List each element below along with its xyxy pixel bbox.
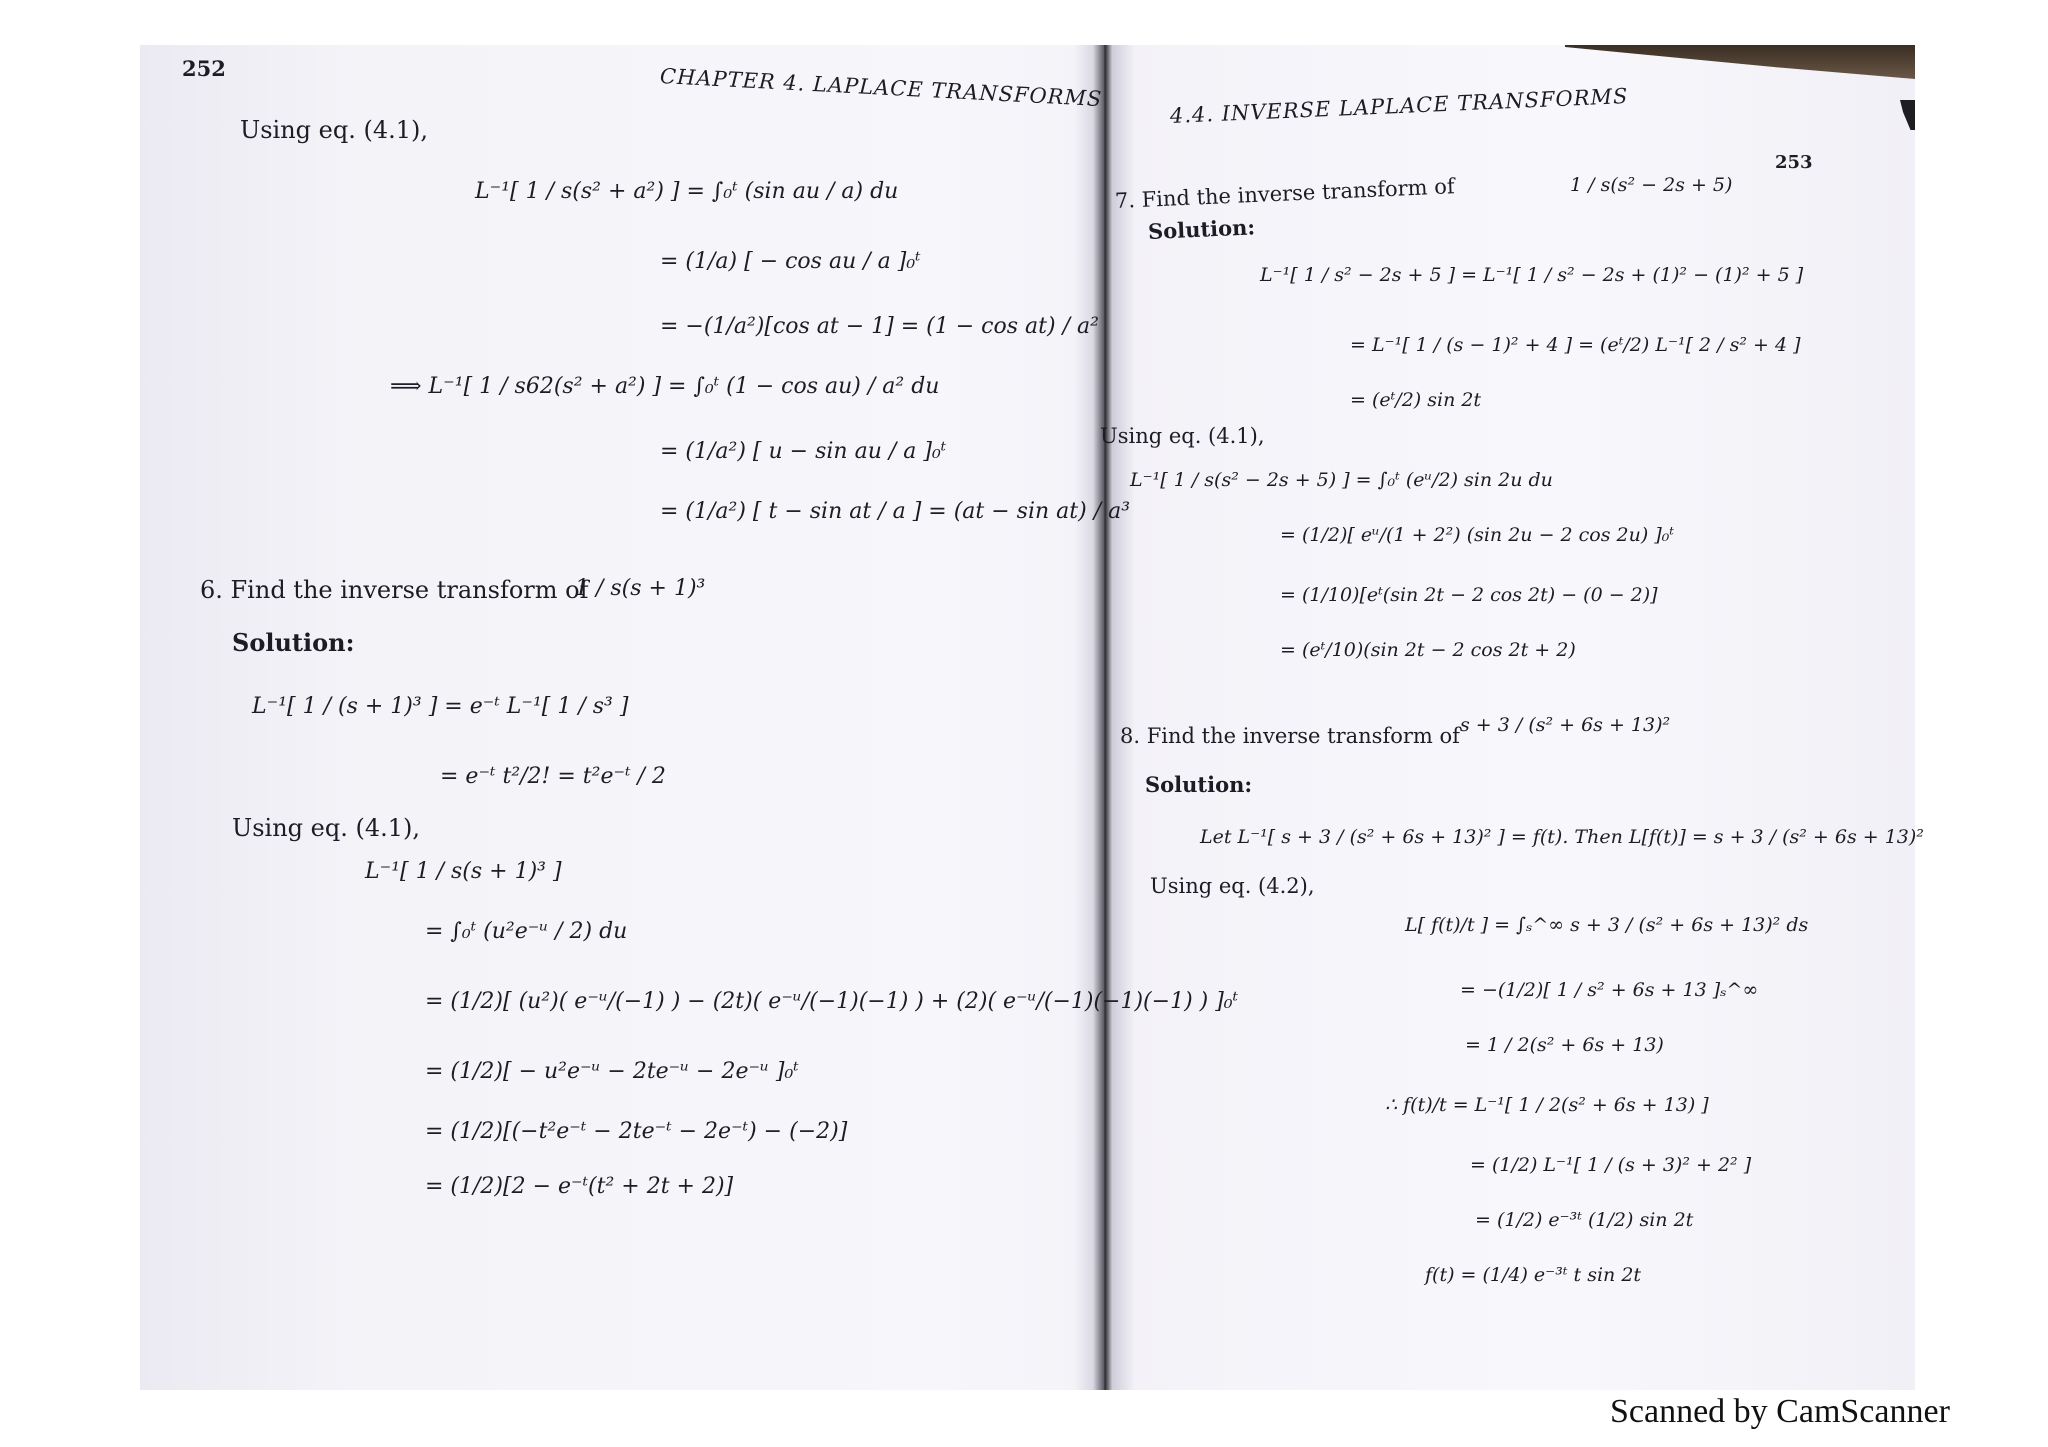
problem-8-line-5: = (1/2) L⁻¹[ 1 / (s + 3)² + 2² ]	[1470, 1154, 1752, 1176]
problem-8-line-6: = (1/2) e⁻³ᵗ (1/2) sin 2t	[1475, 1209, 1694, 1231]
right-page	[1100, 45, 1924, 1390]
problem-8-text: 8. Find the inverse transform of	[1120, 724, 1460, 748]
problem-6-line-6: = (1/2)[ − u²e⁻ᵘ − 2te⁻ᵘ − 2e⁻ᵘ ]₀ᵗ	[425, 1059, 799, 1084]
problem-7-text: 7. Find the inverse transform of	[1114, 174, 1456, 213]
running-head-left: CHAPTER 4. LAPLACE TRANSFORMS	[659, 64, 1103, 112]
problem-6-text: 6. Find the inverse transform of	[200, 576, 589, 604]
equation-a1: L⁻¹[ 1 / s(s² + a²) ] = ∫₀ᵗ (sin au / a) du	[475, 179, 899, 204]
equation-a5: = (1/a²) [ u − sin au / a ]₀ᵗ	[660, 439, 947, 464]
equation-a2: = (1/a) [ − cos au / a ]₀ᵗ	[660, 249, 921, 274]
problem-7-solution-label: Solution:	[1147, 214, 1256, 244]
running-head-right: 4.4. INVERSE LAPLACE TRANSFORMS	[1169, 84, 1629, 128]
problem-7-line-2: = L⁻¹[ 1 / (s − 1)² + 4 ] = (eᵗ/2) L⁻¹[ 2 / s² + 4 ]	[1350, 334, 1801, 356]
problem-6-line-5: = (1/2)[ (u²)( e⁻ᵘ/(−1) ) − (2t)( e⁻ᵘ/(−1)(−1) ) + (2)( e⁻ᵘ/(−1)(−1)(−1) ) ]₀ᵗ	[425, 989, 1239, 1014]
problem-8-let-line: Let L⁻¹[ s + 3 / (s² + 6s + 13)² ] = f(t). Then L[f(t)] = s + 3 / (s² + 6s + 13)²	[1200, 826, 1924, 848]
equation-a6: = (1/a²) [ t − sin at / a ] = (at − sin at) / a³	[660, 499, 1131, 524]
problem-6-line-3: L⁻¹[ 1 / s(s + 1)³ ]	[365, 859, 562, 884]
problem-8-line-7: f(t) = (1/4) e⁻³ᵗ t sin 2t	[1425, 1264, 1642, 1286]
problem-7-line-5: = (1/2)[ eᵘ/(1 + 2²) (sin 2u − 2 cos 2u) ]₀ᵗ	[1280, 524, 1675, 546]
problem-7-line-4: L⁻¹[ 1 / s(s² − 2s + 5) ] = ∫₀ᵗ (eᵘ/2) sin 2u du	[1130, 469, 1553, 491]
problem-8-expression: s + 3 / (s² + 6s + 13)²	[1460, 714, 1671, 736]
problem-7-expression: 1 / s(s² − 2s + 5)	[1570, 174, 1733, 196]
equation-a3: = −(1/a²)[cos at − 1] = (1 − cos at) / a²	[660, 314, 1099, 339]
problem-8-using-label: Using eq. (4.2),	[1150, 874, 1315, 898]
problem-8-line-4: ∴ f(t)/t = L⁻¹[ 1 / 2(s² + 6s + 13) ]	[1385, 1094, 1709, 1116]
problem-7-line-7: = (eᵗ/10)(sin 2t − 2 cos 2t + 2)	[1280, 639, 1576, 661]
intro-label: Using eq. (4.1),	[240, 116, 429, 144]
problem-7-line-3: = (eᵗ/2) sin 2t	[1350, 389, 1482, 411]
equation-a4: ⟹ L⁻¹[ 1 / s62(s² + a²) ] = ∫₀ᵗ (1 − cos au) / a² du	[390, 374, 940, 399]
problem-8-solution-label: Solution:	[1145, 772, 1253, 797]
problem-6-line-4: = ∫₀ᵗ (u²e⁻ᵘ / 2) du	[425, 919, 628, 944]
page-number-left: 252	[182, 56, 226, 81]
problem-8-line-2: = −(1/2)[ 1 / s² + 6s + 13 ]ₛ^∞	[1460, 979, 1759, 1001]
book-spine	[1075, 45, 1135, 1390]
problem-7-line-1: L⁻¹[ 1 / s² − 2s + 5 ] = L⁻¹[ 1 / s² − 2s + (1)² − (1)² + 5 ]	[1260, 264, 1804, 286]
problem-7-line-6: = (1/10)[eᵗ(sin 2t − 2 cos 2t) − (0 − 2)]	[1280, 584, 1658, 606]
problem-8-line-3: = 1 / 2(s² + 6s + 13)	[1465, 1034, 1664, 1056]
problem-6-line-8: = (1/2)[2 − e⁻ᵗ(t² + 2t + 2)]	[425, 1174, 734, 1199]
problem-6-expression: 1 / s(s + 1)³	[575, 576, 706, 601]
scanned-book-spread	[140, 45, 1924, 1390]
scanner-watermark: Scanned by CamScanner	[1610, 1393, 1950, 1430]
problem-6-line-1: L⁻¹[ 1 / (s + 1)³ ] = e⁻ᵗ L⁻¹[ 1 / s³ ]	[252, 694, 629, 719]
page-number-right: 253	[1775, 152, 1813, 173]
problem-8-line-1: L[ f(t)/t ] = ∫ₛ^∞ s + 3 / (s² + 6s + 13)² ds	[1405, 914, 1809, 936]
problem-6-line-2: = e⁻ᵗ t²/2! = t²e⁻ᵗ / 2	[440, 764, 666, 789]
problem-6-using-label: Using eq. (4.1),	[232, 814, 421, 842]
problem-7-using-label: Using eq. (4.1),	[1100, 424, 1265, 448]
problem-6-solution-label: Solution:	[232, 628, 355, 657]
problem-6-line-7: = (1/2)[(−t²e⁻ᵗ − 2te⁻ᵗ − 2e⁻ᵗ) − (−2)]	[425, 1119, 848, 1144]
